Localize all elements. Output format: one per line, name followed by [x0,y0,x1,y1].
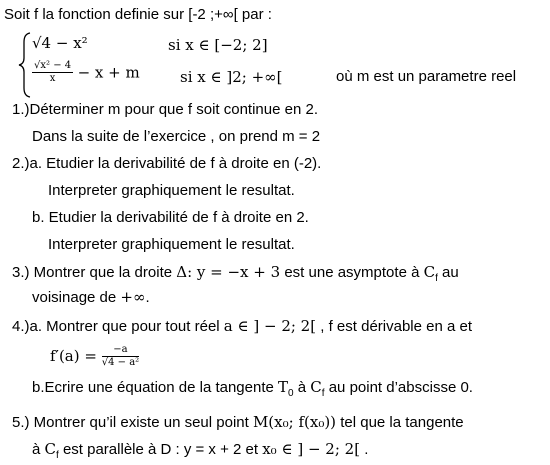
question-3-curve-sub: f [435,273,438,284]
question-3-line-2 [32,288,150,307]
case-2-numerator: √x² − 4 [34,60,72,71]
question-3-infinity: +∞ [120,288,146,306]
question-3-line2-text: voisinage de [32,289,121,306]
left-brace [18,32,32,98]
case-2-denominator: x [49,73,56,84]
question-5-curve: C [44,440,56,458]
question-3-curve: C [423,263,436,281]
question-5-text-b: tel que la tangente [336,414,464,431]
question-3-text-b: est une asymptote à [280,264,424,281]
question-1: 1.)Déterminer m pour que f soit continue en 2. [12,101,318,118]
question-4a-interval: a ∈ ] − 2; 2[ [223,317,317,335]
tangent-subscript: 0 [288,388,294,399]
question-5-curve-sub: f [56,450,59,461]
case-2-fraction [32,60,73,85]
case-1-expression: √4 − x² [32,34,88,52]
question-4b-curve: C [310,378,322,396]
intro-text: Soit f la fonction definie sur [-2 ;+∞[ par : [4,6,272,23]
question-4a [12,317,472,336]
derivative-denominator: √4 − a² [101,356,140,368]
question-4b-text-c: au point d’abscisse 0. [324,379,473,396]
question-2b: b. Etudier la derivabilité de f à droite en 2. [32,209,309,226]
question-5-point: M(x₀; f(x₀)) [252,413,337,431]
derivative-lhs: f′(a) = [50,347,102,366]
question-2a: 2.)a. Etudier la derivabilité de f à droite en (-2). [12,155,322,172]
case-2-condition: si x ∈ ]2; +∞[ [180,68,283,86]
question-4b-text-b: à [293,379,311,396]
question-2b-instruction: Interpreter graphiquement le resultat. [48,236,295,253]
question-4a-text-a: 4.)a. Montrer que pour tout réel [12,318,224,335]
question-4a-text-b: , f est dérivable en a et [316,318,473,335]
case-2-expression [32,60,140,85]
question-3 [12,263,459,288]
question-4-derivative [50,342,139,370]
question-5-line2-text-b: est parallèle à D : y = x + 2 et [58,441,263,458]
question-3-line2-end: . [145,289,150,306]
case-2-note: où m est un parametre reel [336,68,517,85]
question-5-interval: x₀ ∈ ] − 2; 2[ [262,440,361,458]
question-1-note: Dans la suite de l’exercice , on prend m = 2 [32,128,321,145]
question-5-line2-end: . [360,441,369,458]
question-5-text-a: 5.) Montrer qu’il existe un seul point [12,414,253,431]
question-5 [12,413,464,432]
derivative-fraction [102,344,139,369]
piecewise-definition [18,32,546,98]
question-4b [32,378,473,403]
question-3-line-eq: Δ: y = −x + 3 [176,263,281,281]
case-2-rest: − x + m [77,63,140,82]
case-1-condition: si x ∈ [−2; 2] [168,36,268,54]
question-4b-text-a: b.Ecrire une équation de la tangente [32,379,279,396]
derivative-numerator: −a [102,344,139,357]
question-5-line2-text-a: à [32,441,45,458]
question-2a-instruction: Interpreter graphiquement le resultat. [48,182,295,199]
question-5-line-2 [32,440,368,465]
question-3-text-a: 3.) Montrer que la droite [12,264,177,281]
tangent-symbol: T [278,378,289,396]
question-4b-curve-sub: f [321,388,325,399]
question-3-text-c: au [437,264,459,281]
